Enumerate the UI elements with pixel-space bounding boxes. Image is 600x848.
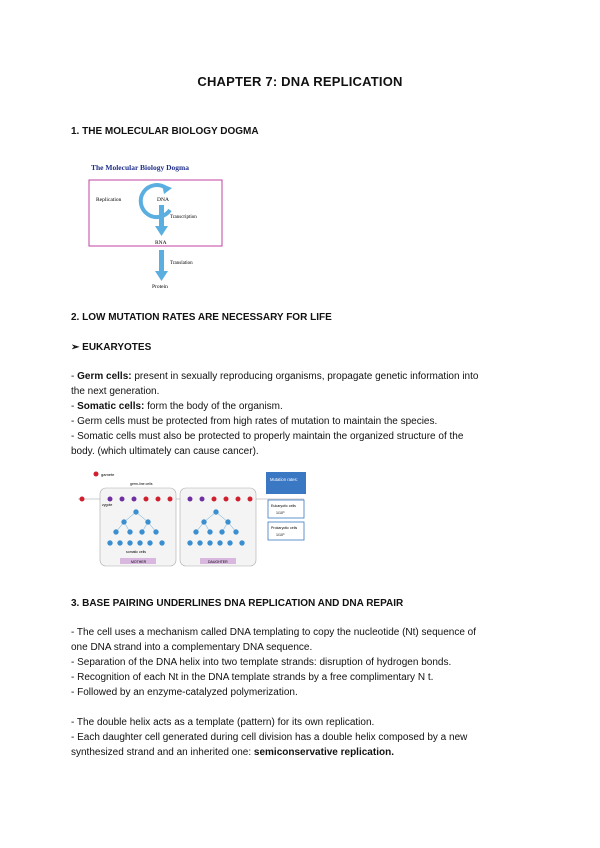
daughter-label: DAUGHTER <box>208 560 228 564</box>
dna-label: DNA <box>157 197 169 203</box>
germ-line-label: germ-line cells <box>130 482 153 486</box>
mutation-rates-label: Mutation rates: <box>270 477 298 482</box>
gamete-label: gamete <box>101 472 115 477</box>
protein-label: Protein <box>152 284 168 288</box>
germ-cells-label: Germ cells: <box>77 371 132 382</box>
semiconservative-replication: semiconservative replication. <box>253 747 394 758</box>
section-2-heading: 2. LOW MUTATION RATES ARE NECESSARY FOR LIFE <box>71 312 332 323</box>
eukaryotes-subheading: ➢ EUKARYOTES <box>71 342 152 353</box>
dogma-diagram <box>88 158 228 288</box>
somatic-cells-label: Somatic cells: <box>77 401 145 412</box>
replication-label: Replication <box>96 197 122 203</box>
somatic-label: somatic cells <box>126 550 147 554</box>
transcription-label: Transcription <box>170 215 197 220</box>
page-title: CHAPTER 7: DNA REPLICATION <box>197 74 403 89</box>
translation-label: Translation <box>170 261 193 266</box>
section-1-heading: 1. THE MOLECULAR BIOLOGY DOGMA <box>71 126 259 137</box>
germ-somatic-figure <box>76 470 311 575</box>
eukaryotic-rate: 1/10⁹ <box>276 511 285 515</box>
mother-label: MOTHER <box>131 560 147 564</box>
rna-label: RNA <box>155 240 167 246</box>
zygote-label: zygote <box>102 503 113 507</box>
prokaryotic-rate: 1/10⁹ <box>276 533 285 537</box>
prokaryotic-label: Prokaryotic cells <box>271 526 298 530</box>
dogma-title: The Molecular Biology Dogma <box>91 163 189 172</box>
section-3-heading: 3. BASE PAIRING UNDERLINES DNA REPLICATION AND DNA REPAIR <box>71 598 404 609</box>
section-2-text: - Germ cells: present in sexually reproducing organisms, propagate genetic information into the next generation. - Somatic cells: form the body of the organism. - Germ cells must be protected from high rates of mutation to maintain the species. - Somatic cells must also be protected to properly maintain the organized structure of the body. (which ultimately can cause cancer). <box>71 371 479 457</box>
section-3-text: - The cell uses a mechanism called DNA templating to copy the nucleotide (Nt) sequence of one DNA strand into a complementary DNA sequence. - Separation of the DNA helix into two template strands: disruption of hydrogen bonds. - Recognition of each Nt in the DNA template strands by a free complimentary N t. - Followed by an enzyme-catalyzed polymerization. - The double helix acts as a template (pattern) for its own replication. - Each daughter cell generated during cell division has a double helix composed by a new synthesized strand and an inherited one: semiconservative replication. <box>71 627 477 758</box>
eukaryotic-label: Eukaryotic cells <box>271 504 296 508</box>
